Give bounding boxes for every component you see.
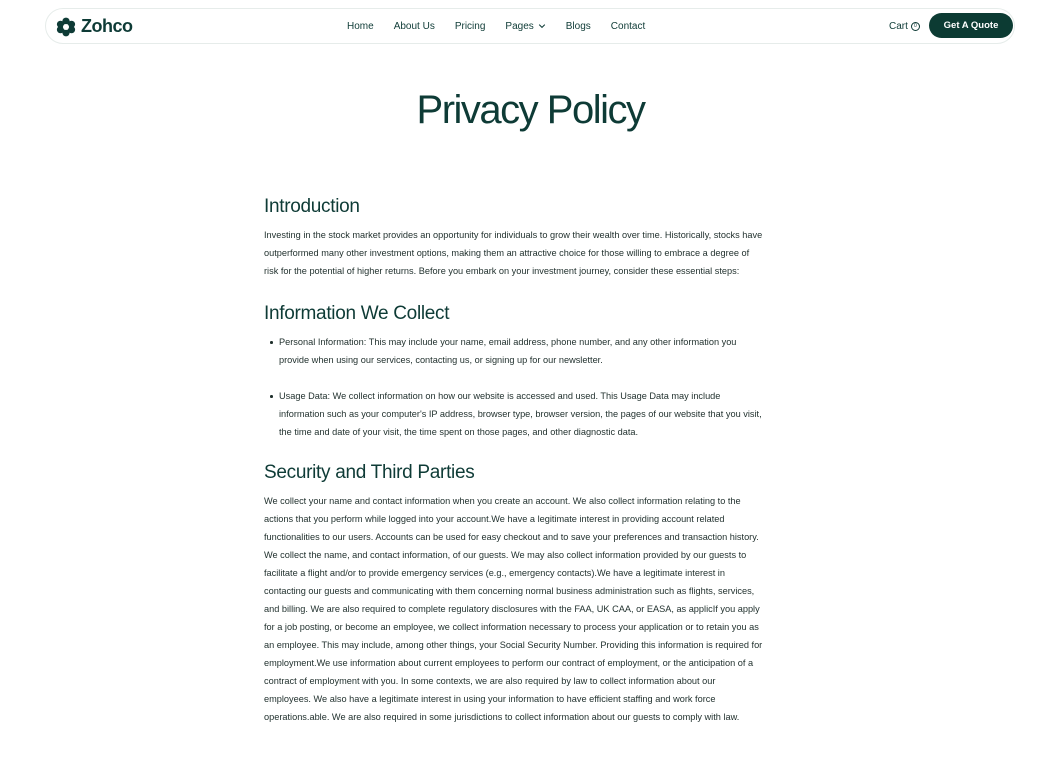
nav-link-pricing[interactable]: Pricing [454, 20, 486, 32]
introduction-paragraph: Investing in the stock market provides an opportunity for individuals to grow their wealth over time. Historically, stocks have outperformed many other investment options, making them an attractive choice for those willing to embrace a degree of risk for the potential of higher returns. Before you embark on your investment journey, consider these essential steps: [264, 230, 763, 276]
page-title: Privacy Policy [416, 88, 645, 132]
brand-logo[interactable] [56, 16, 133, 37]
top-navbar [45, 8, 1015, 44]
security-paragraph: We collect your name and contact information when you create an account. We also collect information relating to the actions that you perform while logged into your account.We have a legitimate interest in providing account related functionalities to our users. Accounts can be used for easy checkout and to save your preferences and transaction history. We collect the name, and contact information, of our guests. We may also collect information provided by our guests to facilitate a flight and/or to provide emergency services (e.g., emergency contacts).We have a legitimate interest in contacting our guests and communicating with them concerning normal business administration such as flights, services, and billing. We are also required to complete regulatory disclosures with the FAA, UK CAA, or EASA, as applicIf you apply for a job posting, or become an employee, we collect information necessary to process your application or to retain you as an employee. This may include, among other things, your Social Security Number. Providing this information is required for employment.We use information about current employees to perform our contract of employment, or the anticipation of a contract of employment with you. In some contexts, we are also required by law to collect information about our employees. We also have a legitimate interest in using your information to have efficient staffing and work force operations.able. We are also required in some jurisdictions to collect information about our guests to comply with law. [264, 496, 763, 722]
nav-link-contact[interactable]: Contact [610, 20, 646, 32]
nav-link-home[interactable]: Home [347, 20, 374, 32]
section-title-information-we-collect: Information We Collect [264, 303, 450, 324]
collected-info-list [264, 333, 764, 441]
cart-link[interactable] [889, 9, 920, 43]
section-title-introduction: Introduction [264, 196, 360, 217]
cart-count-badge: 0 [911, 22, 920, 31]
nav-link-blogs[interactable]: Blogs [565, 20, 591, 32]
main-nav [347, 9, 645, 43]
nav-link-pages[interactable] [505, 21, 545, 32]
brand-name: Zohco [81, 16, 133, 36]
section-title-security-and-third-parties: Security and Third Parties [264, 462, 475, 483]
list-item-personal-information: Personal Information: This may include your name, email address, phone number, and any other information you provide when using our services, contacting us, or signing up for our newsletter. [279, 333, 764, 369]
nav-link-pages-label: Pages [505, 20, 534, 32]
nav-link-about-us[interactable]: About Us [393, 20, 435, 32]
policy-content [264, 195, 764, 726]
get-a-quote-button[interactable]: Get A Quote [929, 13, 1013, 38]
list-item-usage-data: Usage Data: We collect information on how our website is accessed and used. This Usage Data may include information such as your computer's IP address, browser type, browser version, the pages of our website that you visit, the time and date of your visit, the time spent on those pages, and other diagnostic data. [279, 387, 764, 441]
cart-label: Cart [889, 20, 908, 32]
flower-logo-icon [56, 17, 76, 37]
chevron-down-icon [538, 22, 546, 30]
